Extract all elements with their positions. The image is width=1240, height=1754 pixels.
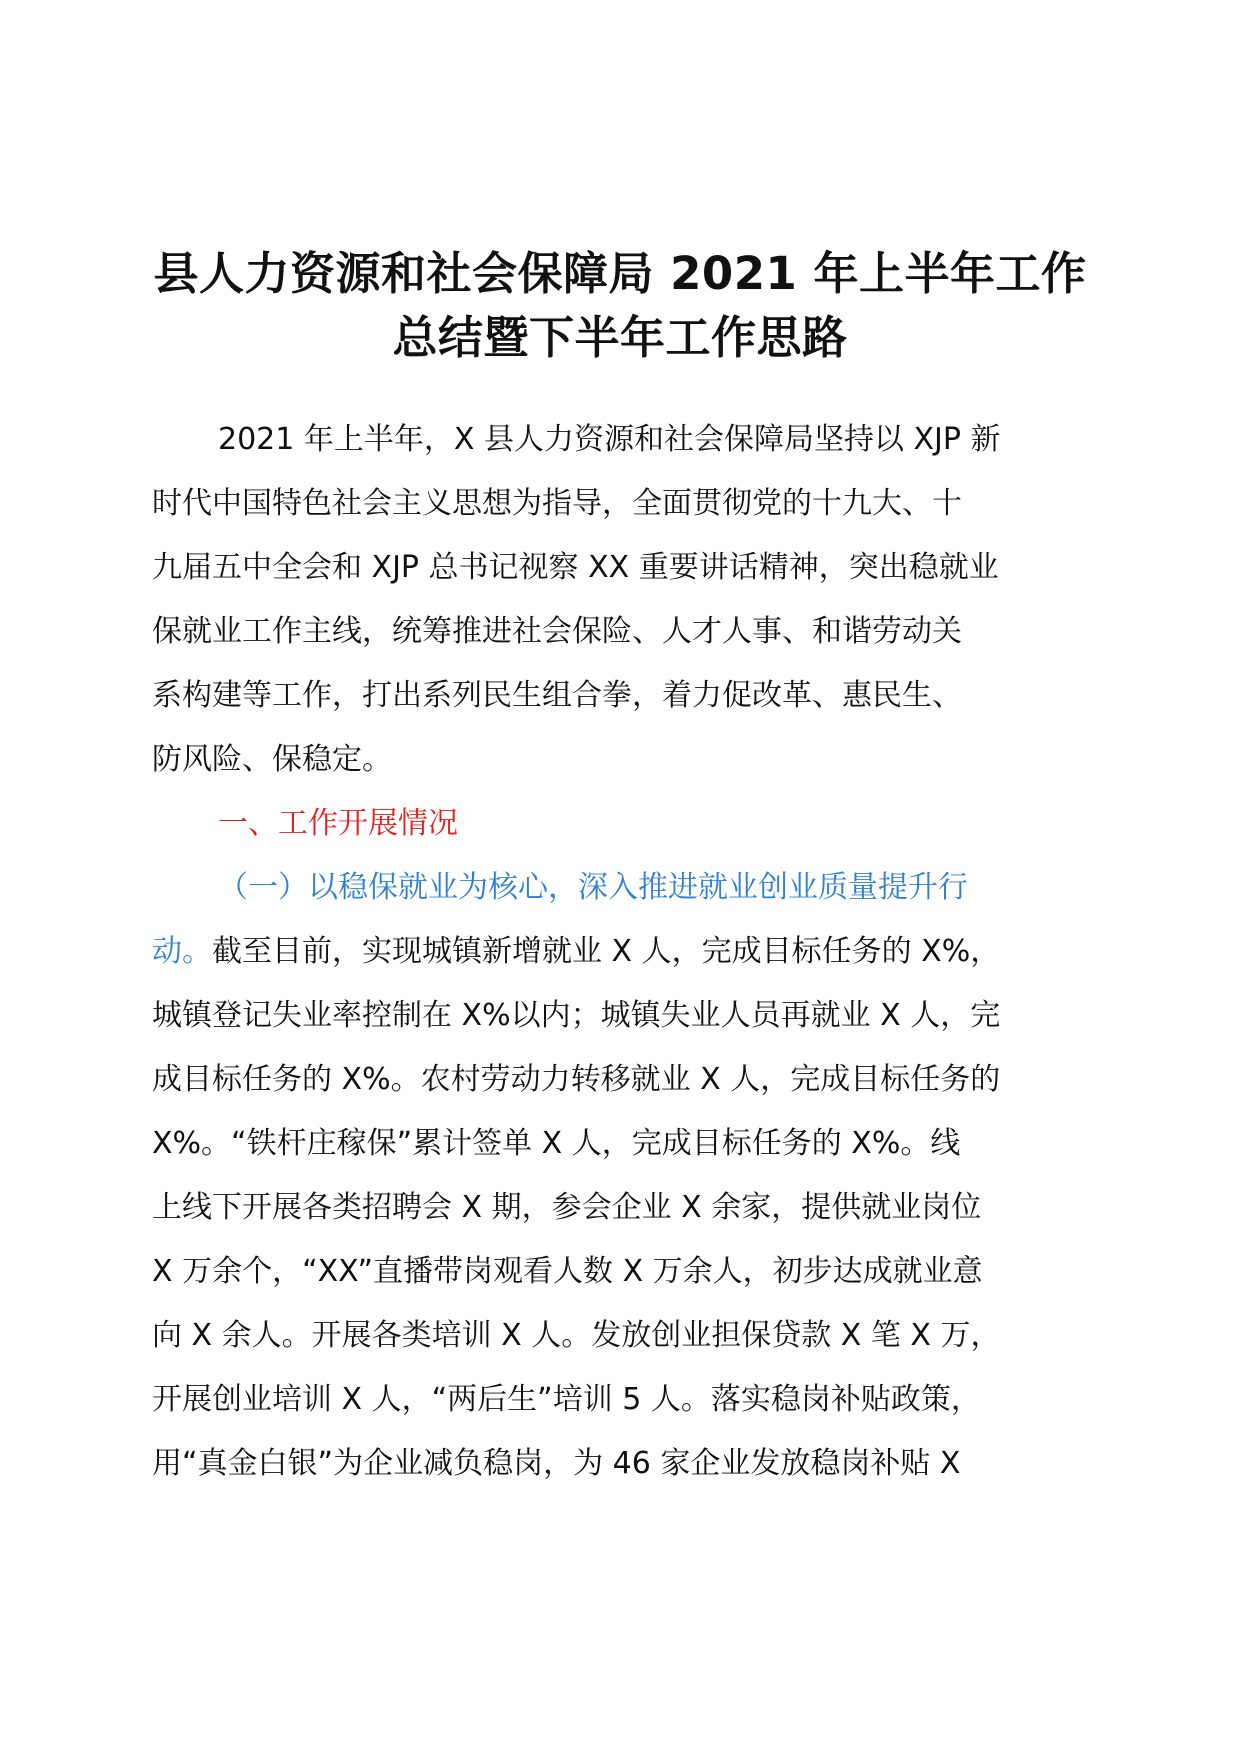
intro-line-2: 时代中国特色社会主义思想为指导，全面贯彻党的十九大、十 [152,486,962,521]
intro-line-6: 防风险、保稳定。 [152,742,392,777]
subsection-line-9: 开展创业培训 X 人，“两后生”培训 5 人。落实稳岗补贴政策， [152,1382,981,1417]
intro-line-3: 九届五中全会和 XJP 总书记视察 XX 重要讲话精神，突出稳就业 [152,550,999,585]
intro-line-5: 系构建等工作，打出系列民生组合拳，着力促改革、惠民生、 [152,678,962,713]
subsection-line-7: X 万余个，“XX”直播带岗观看人数 X 万余人，初步达成就业意 [152,1254,983,1289]
document-body [152,408,1092,1496]
subsection-line-10: 用“真金白银”为企业减负稳岗，为 46 家企业发放稳岗补贴 X [152,1446,961,1481]
title-line-1: 县人力资源和社会保障局 2021 年上半年工作 [153,247,1087,300]
subsection-line-3: 城镇登记失业率控制在 X%以内；城镇失业人员再就业 X 人，完 [152,998,1001,1033]
subsection-line-2-text: 截至目前，实现城镇新增就业 X 人，完成目标任务的 X%， [212,934,1001,969]
subsection-line-6: 上线下开展各类招聘会 X 期，参会企业 X 余家，提供就业岗位 [152,1190,982,1225]
intro-line-4: 保就业工作主线，统筹推进社会保险、人才人事、和谐劳动关 [152,614,962,649]
title-line-2: 总结暨下半年工作思路 [392,311,848,364]
subsection-line-4: 成目标任务的 X%。农村劳动力转移就业 X 人，完成目标任务的 [152,1062,1001,1097]
subsection-heading-end: 动。 [152,934,212,969]
intro-line-1: 2021 年上半年，X 县人力资源和社会保障局坚持以 XJP 新 [218,422,1001,457]
section-heading: 一、工作开展情况 [218,806,458,841]
subsection-line-8: 向 X 余人。开展各类培训 X 人。发放创业担保贷款 X 笔 X 万， [152,1318,1001,1353]
subsection-line-2 [152,920,1092,984]
document-title [150,242,1090,370]
subsection-heading: （一）以稳保就业为核心，深入推进就业创业质量提升行 [218,870,968,905]
subsection-line-5: X%。“铁杆庄稼保”累计签单 X 人，完成目标任务的 X%。线 [152,1126,961,1161]
